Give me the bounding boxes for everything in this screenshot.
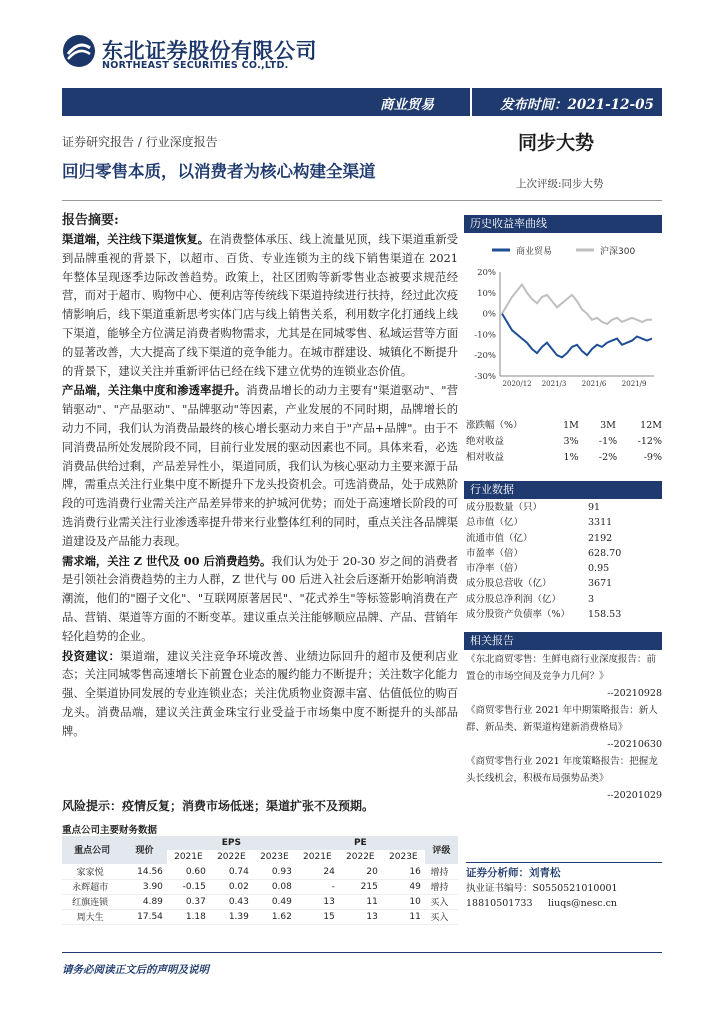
summary-paragraph <box>62 552 458 647</box>
col-pe: PE <box>296 836 425 850</box>
value-cell: 0.74 <box>210 864 253 879</box>
value-cell: - <box>296 879 339 894</box>
series-line <box>502 285 652 325</box>
paragraph-lead: 投资建议： <box>62 648 121 663</box>
col-year: 2023E <box>382 850 425 864</box>
value-cell: 11 <box>339 894 382 909</box>
company-name-cell: 家家悦 <box>62 864 122 879</box>
paragraph-text: 渠道端，建议关注竞争环境改善、业绩边际回升的超市及便利店业态；关注同城零售高速增长下前置仓业态的履约能力不断提升；关注数字化能力强、全渠道协同发展的专业连锁业态；关注优质物业资源丰富、估值低位的购百龙头。消费品端，建议关注黄金珠宝行业受益于市场集中度不断提升的头部品牌。 <box>62 649 458 738</box>
market-data-value: 628.70 <box>588 547 622 559</box>
sector-label: 商业贸易 <box>380 97 434 113</box>
market-data-label: 流通市值（亿） <box>466 532 533 544</box>
performance-cell: 3% <box>563 436 579 447</box>
market-data-value: 0.95 <box>588 563 610 575</box>
footer-divider <box>62 952 662 953</box>
value-cell: 49 <box>382 879 425 894</box>
analyst-cert: 执业证书编号：S0550521010001 <box>466 883 618 894</box>
value-cell: 11 <box>382 909 425 924</box>
return-chart <box>464 236 662 406</box>
related-report-link[interactable]: 《东北商贸零售：生鲜电商行业深度报告：前置仓的市场空间及竞争力几何？》 <box>466 654 657 682</box>
market-data-value: 91 <box>588 502 601 513</box>
summary-paragraph <box>62 647 458 742</box>
col-year: 2021E <box>167 850 210 864</box>
value-cell: 0.43 <box>210 894 253 909</box>
market-data-value: 2192 <box>588 532 613 544</box>
company-name-cell: 永辉超市 <box>62 879 122 894</box>
performance-table <box>466 418 662 466</box>
paragraph-lead: 产品端，关注集中度和渗透率提升。 <box>62 383 247 398</box>
summary-heading: 报告摘要: <box>62 213 119 228</box>
legend-label: 沪深300 <box>600 247 636 257</box>
value-cell: 0.37 <box>167 894 210 909</box>
value-cell: 0.08 <box>253 879 296 894</box>
summary-body <box>62 230 458 742</box>
market-data-label: 成分股数量（只） <box>466 502 543 513</box>
banner-divider <box>470 88 472 116</box>
report-title: 回归零售本质，以消费者为核心构建全渠道 <box>62 162 376 181</box>
rating-cell: 增持 <box>425 879 458 894</box>
related-report-date: --20210928 <box>607 688 662 699</box>
value-cell: 17.54 <box>122 909 167 924</box>
performance-cell: 绝对收益 <box>466 436 505 447</box>
paragraph-text: 消费品增长的动力主要有"渠道驱动"、"营销驱动"、"产品驱动"、"品牌驱动"等因素，产业发展的不同时期，品牌增长的动力不同，我们认为消费品最终的核心增长驱动力来自于"产品+品牌"。由于不同消费品所处发展阶段不同，目前行业发展的驱动因素也不同。具体来看，必选消费品供给过剩，产品差异性小，渠道同质，我们认为核心驱动力主要来源于品牌，需重点关注行业集中度不断提升下龙头投资机会。可选消费品，处于成熟阶段的可选消费行业需关注产品差异带来的护城河优势；而处于高速增长阶段的可选消费行业需关注行业渗透率提升带来行业整体红利的同时，重点关注各品牌渠道建设及产品能力表现。 <box>62 384 458 548</box>
value-cell: 10 <box>382 894 425 909</box>
paragraph-text: 在消费整体承压、线上流量见顶，线下渠道重新受到品牌重视的背景下，以超市、百货、专业连锁为主的线下销售渠道在 2021 年整体呈现逐季边际改善趋势。政策上，社区团购等新零售业态被要求规范经营，而对于超市、购物中心、便利店等传统线下渠道持续进行扶持，经过此次疫情影响后，线下渠道重新思考实体门店与线上销售关系，利用数字化打通线上线下渠道，能够全方位满足消费者购物需求，尤其是在同城零售、私域运营等方面的显著改善，大大提高了线下渠道的竞争能力。在城市群建设、城镇化不断提升的背景下，建议关注并重新评估已经在线下建立优势的连锁业态价值。 <box>62 233 458 378</box>
market-data-row <box>466 592 662 607</box>
x-tick-label: 2021/6 <box>581 380 607 388</box>
performance-cell: -12% <box>637 436 662 447</box>
table-row <box>62 864 458 879</box>
related-reports-title: 相关报告 <box>464 632 662 650</box>
col-year: 2023E <box>253 850 296 864</box>
footer-disclaimer: 请务必阅读正文后的声明及说明 <box>62 964 209 976</box>
value-cell: 215 <box>339 879 382 894</box>
performance-row <box>466 434 662 450</box>
value-cell: 0.60 <box>167 864 210 879</box>
col-rating: 评级 <box>425 836 458 864</box>
table-row <box>62 879 458 894</box>
y-tick-label: 0% <box>482 309 496 320</box>
paragraph-lead: 需求端，关注 Z 世代及 00 后消费趋势。 <box>62 553 272 568</box>
financial-table <box>62 836 458 925</box>
performance-cell: -9% <box>643 452 662 463</box>
market-data-label: 成分股总营收（亿） <box>466 578 552 590</box>
table-row <box>62 894 458 909</box>
company-name-cell: 红旗连锁 <box>62 894 122 909</box>
performance-cell: -2% <box>598 452 618 463</box>
value-cell: 1.18 <box>167 909 210 924</box>
col-year: 2021E <box>296 850 339 864</box>
value-cell: 13 <box>296 894 339 909</box>
value-cell: 20 <box>339 864 382 879</box>
market-data-row <box>466 561 662 576</box>
x-tick-label: 2021/9 <box>621 380 647 388</box>
market-data-label: 总市值（亿） <box>466 517 524 529</box>
related-report-date: --20201029 <box>607 790 662 801</box>
market-data-value: 3671 <box>588 578 613 590</box>
related-report-link[interactable]: 《商贸零售行业 2021 年中期策略报告：新人群、新品类、新渠道构建新消费格局》 <box>466 705 658 733</box>
performance-cell: 1% <box>563 452 579 463</box>
col-eps: EPS <box>167 836 296 850</box>
publish-date: 发布时间：2021-12-05 <box>500 97 654 113</box>
value-cell: 16 <box>382 864 425 879</box>
analyst-phone: 18810501733 <box>466 898 533 909</box>
table-row <box>62 909 458 924</box>
analyst-contact <box>466 896 662 911</box>
divider <box>62 200 662 201</box>
rating-cell: 增持 <box>425 864 458 879</box>
company-name-cn: 东北证券股份有限公司 <box>102 39 317 63</box>
performance-cell: 1M <box>563 420 579 431</box>
value-cell: 24 <box>296 864 339 879</box>
x-tick-label: 2021/3 <box>541 380 567 388</box>
market-data-label: 成分股总净利润（亿） <box>466 593 562 605</box>
risk-warning: 风险提示：疫情反复；消费市场低迷；渠道扩张不及预期。 <box>62 799 375 813</box>
col-year: 2022E <box>339 850 382 864</box>
value-cell: 0.02 <box>210 879 253 894</box>
col-year: 2022E <box>210 850 253 864</box>
company-name-cell: 周大生 <box>62 909 122 924</box>
performance-cell: -1% <box>598 436 618 447</box>
value-cell: 1.39 <box>210 909 253 924</box>
y-tick-label: -10% <box>474 330 496 341</box>
market-data-row <box>466 515 662 530</box>
market-data-label: 市盈率（倍） <box>466 547 524 559</box>
market-data-row <box>466 607 662 622</box>
market-data-label: 市净率（倍） <box>466 563 524 575</box>
market-data-label: 成分股资产负债率（%） <box>466 609 571 621</box>
related-reports <box>466 651 662 804</box>
last-rating: 上次评级:同步大势 <box>516 178 604 190</box>
legend-label: 商业贸易 <box>516 247 553 257</box>
rating: 同步大势 <box>518 132 595 154</box>
value-cell: 4.89 <box>122 894 167 909</box>
series-line <box>502 314 652 358</box>
value-cell: 1.62 <box>253 909 296 924</box>
performance-cell: 3M <box>600 420 616 431</box>
value-cell: 14.56 <box>122 864 167 879</box>
rating-cell: 买入 <box>425 909 458 924</box>
value-cell: 3.90 <box>122 879 167 894</box>
performance-cell: 相对收益 <box>466 452 505 463</box>
paragraph-text: 我们认为处于 20-30 岁之间的消费者是引领社会消费趋势的主力人群，Z 世代与 00 后进入社会后逐渐开始影响消费潮流，他们的"圈子文化"、"互联网原著居民"、"花式养生"等标签影响消费在产品、营销、渠道等方面的不断变革。建议重点关注能够顺应品牌、产品、营销年轻化趋势的企业。 <box>62 554 458 643</box>
value-cell: 13 <box>339 909 382 924</box>
col-price: 现价 <box>122 836 167 864</box>
market-data-row <box>466 546 662 561</box>
market-data-row <box>466 531 662 546</box>
value-cell: 15 <box>296 909 339 924</box>
market-data-value: 3311 <box>588 517 613 529</box>
value-cell: 0.49 <box>253 894 296 909</box>
market-data-title: 行业数据 <box>464 481 662 499</box>
summary-paragraph <box>62 381 458 551</box>
y-tick-label: 20% <box>477 268 496 278</box>
market-data-row <box>466 576 662 591</box>
summary-paragraph <box>62 230 458 381</box>
performance-cell: 12M <box>640 420 662 431</box>
paragraph-lead: 渠道端，关注线下渠道恢复。 <box>62 232 210 246</box>
col-company: 重点公司 <box>62 836 122 864</box>
analyst-name: 证券分析师：刘青松 <box>466 867 561 879</box>
performance-row <box>466 450 662 466</box>
y-tick-label: -30% <box>474 372 496 382</box>
company-name-en: NORTHEAST SECURITIES CO.,LTD. <box>102 60 289 71</box>
market-data-value: 158.53 <box>588 609 622 621</box>
report-type: 证券研究报告 / 行业深度报告 <box>62 135 218 149</box>
market-data-value: 3 <box>588 593 595 605</box>
rating-cell: 买入 <box>425 894 458 909</box>
market-data-row <box>466 500 662 515</box>
analyst-divider <box>466 862 662 863</box>
y-tick-label: 10% <box>477 288 496 299</box>
performance-row <box>466 418 662 434</box>
chart-title: 历史收益率曲线 <box>464 215 662 233</box>
analyst-email[interactable]: liuqs@nesc.cn <box>548 898 618 909</box>
table-title: 重点公司主要财务数据 <box>62 825 158 836</box>
related-report-link[interactable]: 《商贸零售行业 2021 年度策略报告：把握龙头长线机会，积极布局强势品类》 <box>466 756 658 784</box>
market-data-table <box>466 500 662 622</box>
related-report-date: --20210630 <box>607 739 662 750</box>
performance-cell: 涨跌幅（%） <box>466 420 523 431</box>
value-cell: -0.15 <box>167 879 210 894</box>
company-logo-icon <box>62 34 96 68</box>
value-cell: 0.93 <box>253 864 296 879</box>
x-tick-label: 2020/12 <box>502 380 532 388</box>
y-tick-label: -20% <box>474 351 496 362</box>
analyst-info <box>466 866 662 911</box>
